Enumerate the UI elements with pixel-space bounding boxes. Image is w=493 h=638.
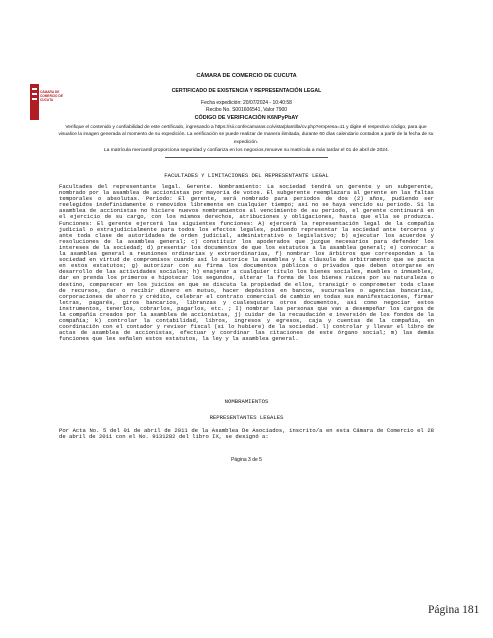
certificate-title: CERTIFICADO DE EXISTENCIA Y REPRESENTACIÓN LEGAL bbox=[171, 88, 322, 94]
chamber-logo-text: CÁMARA DE COMERCIO DE CÚCUTA bbox=[40, 90, 63, 102]
renewal-notice: La matrícula mercantil proporciona seguridad y confianza en los negocios,renueve su matrícula a más tardar el 01 de abril de 2024. bbox=[103, 148, 390, 153]
powers-paragraph: Facultades del representante legal. Gerente. Nombramiento: La sociedad tendrá un gerente y un subgerente, nombrado por la asamblea de accionistas por mayoría de votos. El subgerente reemplazara al gerente en las faltas temporales o absolutas. Periodo: El gerente, será nombrado para periodos de dos (2) años, pudiendo ser reelegidos indefinidamente o removidos libremente en cualquier tiempo; así no se haya vencido su periodo. Si la asamblea de accionistas no hiciere nuevos nombramientos al vencimiento de su periodo, el gerente continuará en el ejercicio de su cargo, con los mismos derechos, atribuciones y obligaciones, hasta que ella se produzca. Funciones: El gerente ejercerá las siguientes funciones: A) ejercerá la representación legal de la compañía judicial o extrajudicialmente para todos los efectos legales, pudiendo representar la sociedad ante terceros y ante toda clase de autoridades de orden judicial, administrativo o legislativo; b) ejecutar los acuerdos y resoluciones de la asamblea general; c) constituir los apoderados que juzgue necesarios para defender los intereses de la sociedad; d) presentar los documentos de que los estatutos a la asamblea general; e) convocar a la asamblea general a reuniones ordinarias y extraordinarias, f) nombrar los árbitros que correspondan a la sociedad en virtud de compromisos cuando así lo autorice la asamblea y la cláusula de arbitramento que se pacta en estos estatutos; g) autorizar con su firma los documentos públicos o privados que deben otorgarse en desarrollo de las actividades sociales; h) enajenar a cualquier título los bienes sociales, muebles o inmuebles, dar en prenda los primeros e hipotecar los segundos, alterar la forma de los bienes raíces por su naturaleza o destino, comparecer en los juicios en que se discuta la propiedad de ellos, transigir o comprometer toda clase de recursos, dar o recibir dinero en mutuo, hacer depósitos en bancos, sucursales o agencias bancarias, corporaciones de ahorro y crédito, celebrar el contrato comercial de cambio en todas sus manifestaciones, firmar letras, pagarés, giros bancarios, libranzas y cualesquiera otros documentos, así como negociar estos instrumentos, tenerlos, cobrarlos, pagarlos, etc. ; I) nombrar las personas que van a desempeñar los cargos de la compañía creados por la asamblea de accionistas, j) cuidar de la recaudación e inversión de los fondos de la compañía; k) controlar la contabilidad, libros, ingresos y egresos, caja y cuentas de la compañía, en coordinación con el contador y revisor fiscal (si lo hubiere) de la sociedad. l) controlar y llevar el libro de actas de asamblea de accionistas, efectuar y coordinar las citaciones de este órgano social; m) las demás funciones que les señalen estos estatutos, la ley y la asamblea general. bbox=[59, 183, 434, 343]
issue-date: Fecha expedición: 20/07/2024 - 10:40:58 bbox=[201, 100, 292, 106]
legal-reps-section-title: REPRESENTANTES LEGALES bbox=[209, 414, 284, 421]
chamber-logo-icon bbox=[30, 84, 39, 120]
page-counter: Página 3 de 5 bbox=[231, 457, 262, 463]
chamber-name: CÁMARA DE COMERCIO DE CUCUTA bbox=[196, 73, 297, 79]
receipt-number: Recibo No. S001606541, Valor 7900 bbox=[205, 107, 288, 113]
verification-code: CÓDIGO DE VERIFICACIÓN K6NPyPbAY bbox=[194, 115, 299, 121]
appointment-paragraph: Por Acta No. 5 del 01 de abril de 2011 de la Asamblea De Asociados, inscrito/a en esta Cámara de Comercio el 28 de abril de 2011 con el No. 9131282 del libro IX, se designó a: bbox=[59, 427, 434, 441]
footer-page-number: Página 181 bbox=[428, 604, 480, 616]
verification-notice: Verifique el contenido y confiabilidad de este certificado, ingresando a https://sii.confecamaras.co/vista/plantilla/cv.php?empresa=11 y digite el respectivo código, para que visualice la imagen generada al momento de su expedición. La verificación se puede realizar de manera ilimitada, durante 60 días calendario contados a partir de la fecha de su expedición. bbox=[58, 125, 434, 145]
powers-section-title: FACULTADES Y LIMITACIONES DEL REPRESENTANTE LEGAL bbox=[164, 172, 329, 179]
header-divider bbox=[165, 157, 328, 158]
appointments-section-title: NOMBRAMIENTOS bbox=[224, 398, 269, 405]
issue-info bbox=[60, 100, 433, 114]
